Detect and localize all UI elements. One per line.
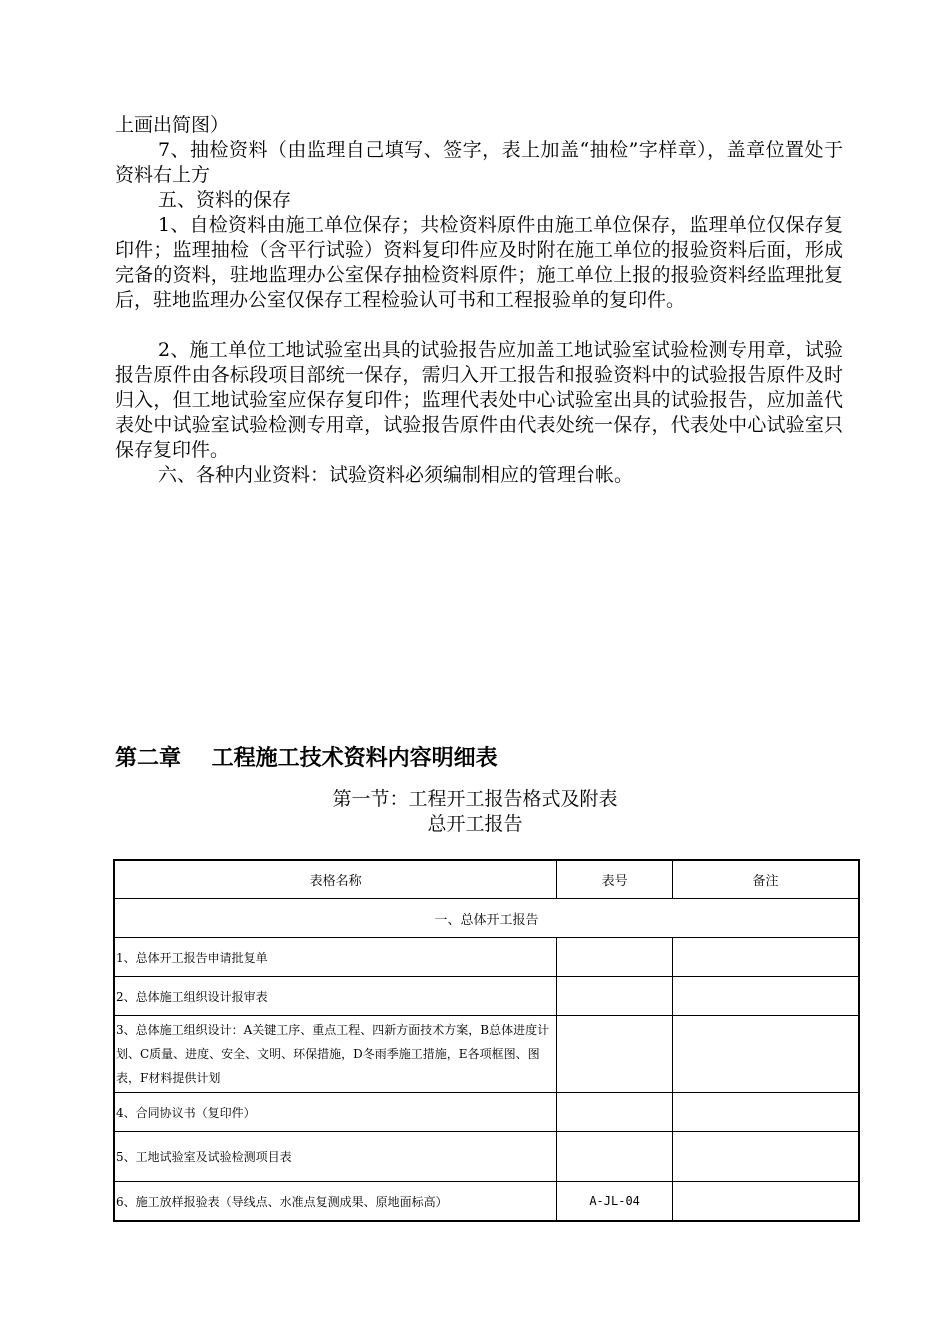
subsection-title: 总开工报告 — [427, 813, 523, 835]
table-row — [114, 1132, 859, 1182]
section-title: 第一节：工程开工报告格式及附表 — [332, 788, 618, 810]
row-code — [557, 1016, 673, 1093]
row-code — [557, 1093, 673, 1132]
row-note — [672, 1093, 859, 1132]
header-form-name: 表格名称 — [114, 860, 557, 899]
table-group-row — [114, 899, 859, 938]
row-name: 3、总体施工组织设计：A关键工序、重点工程、四新方面技术方案，B总体进度计划、C质量、进度、安全、文明、环保措施，D冬雨季施工措施，E各项框图、图表，F材料提供计划 — [114, 1016, 557, 1093]
report-table — [113, 859, 860, 1222]
row-note — [672, 1132, 859, 1182]
table-row — [114, 938, 859, 977]
paragraph-heading-storage: 五、资料的保存 — [158, 189, 292, 211]
row-name: 1、总体开工报告申请批复单 — [114, 938, 557, 977]
paragraph-storage-2: 2、施工单位工地试验室出具的试验报告应加盖工地试验室试验检测专用章，试验报告原件由各标段项目部统一保存，需归入开工报告和报验资料中的试验报告原件及时归入，但工地试验室应保存复印件；监理代表处中心试验室出具的试验报告，应加盖代表处中试验室试验检测专用章，试验报告原件由代表处统一保存，代表处中心试验室只保存复印件。 — [115, 339, 843, 461]
paragraph-spot-check: 7、抽检资料（由监理自己填写、签字，表上加盖“抽检”字样章），盖章位置处于资料右上方 — [115, 139, 843, 186]
row-note — [672, 1182, 859, 1222]
row-note — [672, 977, 859, 1016]
paragraph-internal-data: 六、各种内业资料：试验资料必须编制相应的管理台帐。 — [158, 464, 634, 486]
header-remarks: 备注 — [672, 860, 859, 899]
chapter-title: 第二章 工程施工技术资料内容明细表 — [115, 746, 498, 771]
row-name: 6、施工放样报验表（导线点、水准点复测成果、原地面标高） — [114, 1182, 557, 1222]
table-row — [114, 1016, 859, 1093]
row-code: A-JL-04 — [557, 1182, 673, 1222]
row-code — [557, 938, 673, 977]
group-title: 一、总体开工报告 — [114, 899, 859, 938]
row-name: 5、工地试验室及试验检测项目表 — [114, 1132, 557, 1182]
header-form-code: 表号 — [557, 860, 673, 899]
table-row — [114, 1182, 859, 1222]
row-code — [557, 1132, 673, 1182]
row-note — [672, 938, 859, 977]
table-header-row — [114, 860, 859, 899]
row-code — [557, 977, 673, 1016]
table-row — [114, 977, 859, 1016]
row-name: 4、合同协议书（复印件） — [114, 1093, 557, 1132]
paragraph-storage-1: 1、自检资料由施工单位保存；共检资料原件由施工单位保存，监理单位仅保存复印件；监理抽检（含平行试验）资料复印件应及时附在施工单位的报验资料后面，形成完备的资料，驻地监理办公室保存抽检资料原件；施工单位上报的报验资料经监理批复后，驻地监理办公室仅保存工程检验认可书和工程报验单的复印件。 — [115, 214, 843, 311]
row-note — [672, 1016, 859, 1093]
table-row — [114, 1093, 859, 1132]
row-name: 2、总体施工组织设计报审表 — [114, 977, 557, 1016]
paragraph-sketch-note: 上画出简图） — [115, 114, 230, 136]
